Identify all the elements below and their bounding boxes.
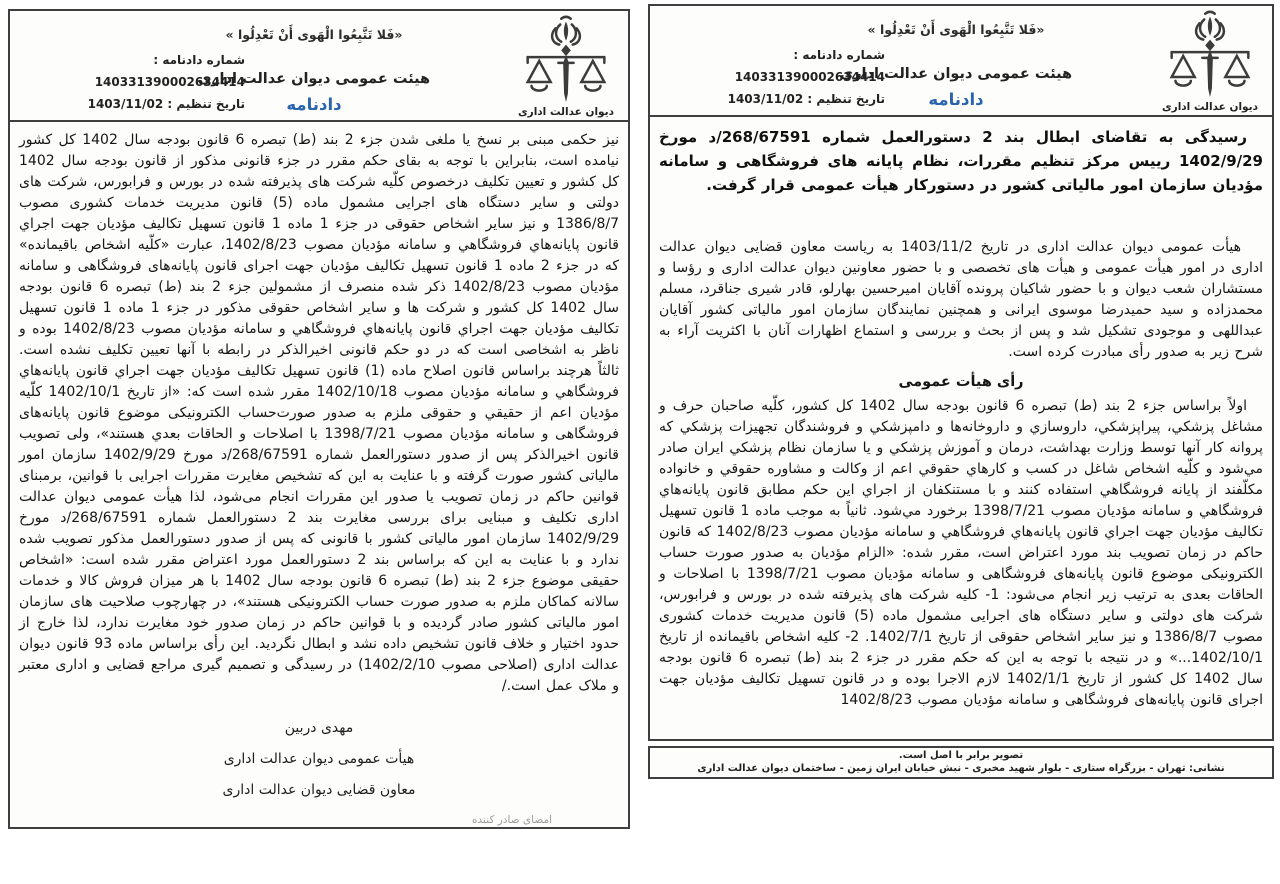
judgment-page-1 [648, 4, 1274, 741]
signer-title: معاون قضایی دیوان عدالت اداری [222, 782, 416, 798]
date-value: 1403/11/02 [87, 97, 164, 111]
page2-header [10, 11, 628, 122]
page2-body [10, 124, 628, 710]
date-value: 1403/11/02 [727, 92, 804, 106]
session-paragraph: هیأت عمومی دیوان عدالت اداری در تاریخ 1403/11/2 به ریاست معاون قضایی دیوان عدالت اداری در امور هیأت عمومی و هیأت های تخصصی و با حضور معاونین دیوان عدالت اداری و رؤسا و مستشاران شعب دیوان و با حضور شاکیان پرونده آقایان امیرحسین بهارلو، قادر شیری جناقرد، مسلم محمدزاده و سید حمیدرضا موسوی ایرانی و همچنین نمایندگان سازمان امور مالیاتی کشور آقایان عبداللهی و موجودی تشکیل شد و پس از بحث و بررسی و استماع اظهارات آنان با اکثریت آراء به شرح زیر به صدور رأی مبادرت کرده است. [659, 239, 1263, 360]
case-number-label: شماره دادنامه : [793, 48, 885, 62]
signer-name: مهدی دربین [284, 720, 354, 736]
document-type-title: دادنامه [928, 90, 984, 109]
quran-verse: «فَلا تَتَّبِعُوا الْهَوی أَنْ تَعْدِلُوا » [225, 27, 403, 42]
court-address: نشانی: تهران - بزرگراه ستاری - بلوار شهید مخبری - نبش خیابان ایران زمین - ساختمان دیوان عدالت اداری [697, 763, 1225, 774]
scales-of-justice-icon [1162, 8, 1258, 100]
ruling-text-part2: نیز حکمی مبنی بر نسخ یا ملغی شدن جزء 2 بند (ط) تبصره 6 قانون بودجه سال 1402 کل کشور نیامده است، بنابراین با توجه به بقای حکم مقرر در جزء قانونی مذکور از قانون بودجه سال 1402 کل کشور و تعیین تکلیف درخصوص کلّیه شرکت های پذیرفته شده در بورس و فرابورس، شرکت های دولتی و سایر دستگاه های اجرایی مشمول ماده (5) قانون مدیریت خدمات کشوری مصوب 1386/8/7 و نیز سایر اشخاص حقوقی در جزء 1 ماده 1 قانون تسهیل تکالیف مؤدیان جهت اجراي قانون پایانه‌هاي فروشگاهي و سامانه مؤدیان مصوب 1402/8/23، عبارت «کلّیه اشخاص باقیمانده» که در جزء 2 ماده 1 قانون تسهیل تکالیف مؤدیان جهت اجرای قانون پایانه‌های فروشگاهی و سامانه مؤدیان مصوب 1402/8/23 ذکر شده منصرف از مشمولین جزء 2 بند (ط) تبصره 6 قانون بودجه سال 1402 کل کشور و شرکت ها و سایر اشخاص حقوقی مذکور در جزء 1 ماده 1 قانون تسهیل تکالیف مؤدیان جهت اجراي قانون پایانه‌هاي فروشگاهي و سامانه مؤدیان مصوب 1402/8/23 بوده و ناظر به اشخاصی است که در دو حکم قانونی اخیرالذکر در رابطه با آنها تعیین تکلیف نشده است. ثالثاً هرچند براساس قانون اصلاح ماده (1) قانون تسهیل تکالیف مؤدیان جهت اجراي قانون پایانه‌هاي فروشگاهي و سامانه مؤدیان مصوب 1402/10/18 مقرر شده است که: «از تاریخ 1402/10/1 کلّیه مؤدیان اعم از حقیقي و حقوقی ملزم به صدور صورت‌حساب الکترونیکی موضوع قانون پایانه‌های فروشگاهی و سامانه مؤدیان مصوب 1398/7/21 با اصلاحات و الحاقات بعدي هستند»، ولی تصویب قانون اخیرالذکر پس از صدور دستورالعمل شماره 268/67591/د مورخ 1402/9/29 سازمان امور مالیاتی کشور صورت گرفته و با عنایت به این که تشخیص مغایرت مقررات اجرایی با قوانین، برمبنای قوانین حاکم در زمان تصویب یا صدور این مقررات انجام می‌شود، لذا هیأت عمومی دیوان عدالت اداری تکلیف و مبنایی برای بررسی مغایرت بند 2 دستورالعمل شماره 268/67591/د مورخ 1402/9/29 سازمان امور مالیاتی کشور با قانونی که پس از صدور دستورالعمل مذکور تصویب شده ندارد و با عنایت به این که براساس بند 2 دستورالعمل مورد اعتراض مقرر شده است: «اشخاص حقیقی موضوع جزء 2 بند (ط) تبصره 6 قانون بودجه سال 1402 با هر میزان فروش کالا و خدمات سالانه کماکان ملزم به صدور صورت حساب الکترونیکی هستند»، در چهارچوب صلاحیت های سازمان امور مالیاتی کشور صادر گردیده و با قوانین حاکم در زمان صدور خود مغایرت ندارد، لذا خارج از حدود اختیار و خلاف قانون تشخیص داده نشد و ابطال نگردید. این رأی براساس ماده 93 قانون دیوان عدالت اداری (اصلاحی مصوب 1402/2/10) در رسیدگی و تصمیم گیری مراجع قضایی و اداری معتبر و ملاک عمل است./ [19, 132, 620, 694]
case-intro-paragraph: رسیدگی به تقاضای ابطال بند 2 دستورالعمل شماره 268/67591/د مورخ 1402/9/29 رییس مرکز تنظیم مقررات، نظام پایانه های فروشگاهی و سامانه مؤدیان سازمان امور مالیاتی کشور در دستورکار هیأت عمومی قرار گرفت. [659, 128, 1263, 194]
case-number-value: 140331390002634414 [734, 70, 885, 84]
signature-block [10, 713, 628, 806]
page1-body [650, 117, 1272, 711]
date-label: تاریخ تنظیم : [807, 92, 885, 106]
ruling-text-part1: اولاً براساس جزء 2 بند (ط) تبصره 6 قانون بودجه سال 1402 کل کشور، کلّیه صاحبان حرف و مشاغل پزشکي، پیراپزشکي، داروسازي و داروخانه‌ها و دامپزشکي و فروشندگان تجهیزات پزشکي که پروانه کار آنها توسط وزارت بهداشت، درمان و آموزش پزشکي و یا سازمان نظام پزشکي ایران صادر مي‌شود و کلّیه اشخاص شاغل در کسب و کارهاي حقوقي اعم از وکالت و مشاوره حقوقي و خانواده مکلّفند از پایانه فروشگاهي استفاده کنند و با مستنکفان از اجراي این حکم مطابق قانون پایانه‌هاي فروشگاهي و سامانه مؤدیان مصوب 1398/7/21 برخورد مي‌شود. ثانیاً به موجب ماده 1 قانون تسهیل تکالیف مؤدیان جهت اجراي قانون پایانه‌هاي فروشگاهي و سامانه مؤدیان مصوب 1402/8/23 که قانون حاکم در زمان تصویب بند مورد اعتراض است، مقرر شده: «الزام مؤدیان به صدور صورت حساب الکترونیکی موضوع قانون پایانه‌های فروشگاهی و سامانه مؤدیان مصوب 1398/7/21 با اصلاحات و الحاقات بعدی به ترتیب زیر انجام می‌شود: 1- کلیه شرکت های پذیرفته شده در بورس و فرابورس، شرکت های دولتی و سایر دستگاه های اجرایی مشمول ماده (5) قانون مدیریت خدمات کشوری مصوب 1386/8/7 و نیز سایر اشخاص حقوقی از تاریخ 1402/7/1. 2- کلیه اشخاص باقیمانده از تاریخ 1402/10/1...» و در نتیجه با توجه به این که حکم مقرر در جزء 2 بند (ط) تبصره 6 قانون بودجه سال 1402 کل کشور از تاریخ 1402/1/1 لازم الاجرا بوده و در قانون تسهیل تکالیف مؤدیان جهت اجرای قانون پایانه‌های فروشگاهی و سامانه مؤدیان مصوب 1402/8/23 [659, 398, 1264, 708]
issuing-body-title: هیئت عمومی دیوان عدالت اداری [839, 66, 1073, 82]
document-type-title: دادنامه [286, 95, 342, 114]
scales-of-justice-icon [518, 13, 614, 105]
judgment-page-2 [8, 9, 630, 829]
case-number-value: 140331390002634414 [94, 75, 245, 89]
case-number-label: شماره دادنامه : [153, 53, 245, 67]
page1-header [650, 6, 1272, 117]
signer-organization: هیأت عمومی دیوان عدالت اداری [223, 751, 415, 767]
issuer-signature-note: امضای صادر کننده [472, 814, 552, 826]
court-emblem [514, 13, 618, 121]
emblem-caption: دیوان عدالت اداری [518, 106, 614, 118]
certification-footer [648, 746, 1274, 779]
quran-verse: «فَلا تَتَّبِعُوا الْهَوی أَنْ تَعْدِلُوا » [867, 22, 1045, 37]
court-emblem [1158, 8, 1262, 116]
date-label: تاریخ تنظیم : [167, 97, 245, 111]
ruling-heading: رأی هیأت عمومی [898, 374, 1024, 390]
issuing-body-title: هیئت عمومی دیوان عدالت اداری [197, 71, 431, 87]
emblem-caption: دیوان عدالت اداری [1162, 101, 1258, 113]
certified-copy-note: تصویر برابر با اصل است. [898, 750, 1024, 761]
